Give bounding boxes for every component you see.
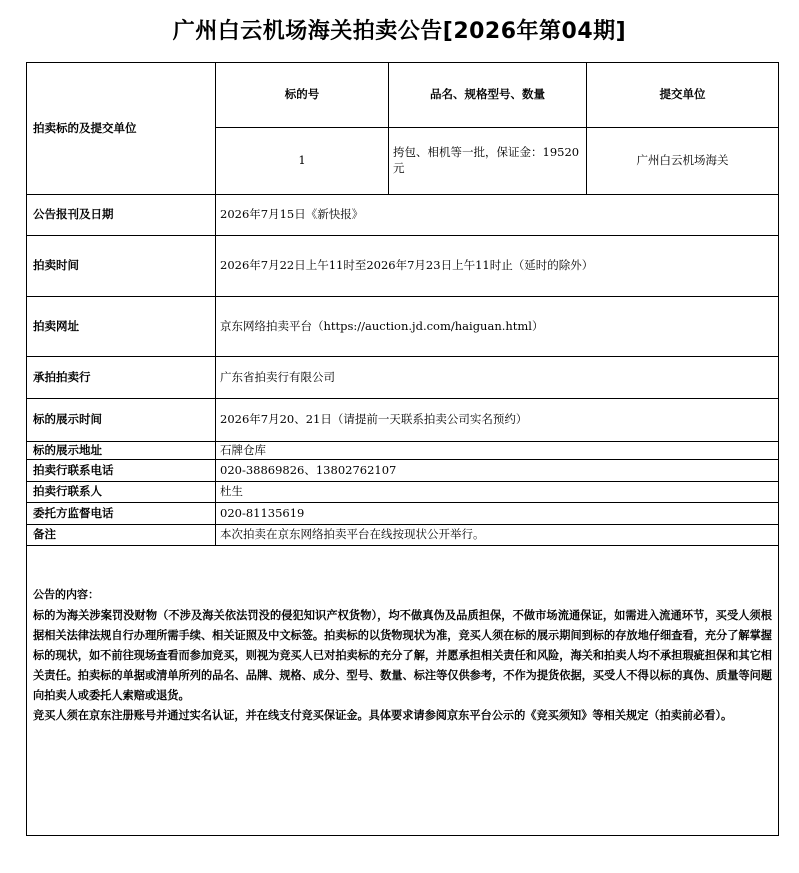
label-display-time: 标的展示时间 [27, 399, 216, 442]
header-submitting-unit: 提交单位 [587, 63, 779, 128]
lot-number: 1 [216, 128, 389, 195]
label-auction-house: 承拍拍卖行 [27, 357, 216, 399]
label-auction-url: 拍卖网址 [27, 297, 216, 357]
label-announcement-date: 公告报刊及日期 [27, 195, 216, 236]
row-auction-house [27, 357, 779, 399]
label-auction-time: 拍卖时间 [27, 236, 216, 297]
row-house-contact [27, 482, 779, 503]
notice-content [27, 546, 779, 836]
label-remarks: 备注 [27, 525, 216, 546]
value-supervision-phone: 020-81135619 [216, 503, 779, 525]
auction-table [26, 62, 779, 836]
row-display-time [27, 399, 779, 442]
value-display-time: 2026年7月20、21日（请提前一天联系拍卖公司实名预约） [216, 399, 779, 442]
header-lot-number: 标的号 [216, 63, 389, 128]
value-house-phone: 020-38869826、13802762107 [216, 460, 779, 482]
notice-heading: 公告的内容： [33, 588, 99, 601]
page-title: 广州白云机场海关拍卖公告[2026年第04期] [172, 19, 627, 44]
row-house-phone [27, 460, 779, 482]
lot-header-row [27, 63, 779, 128]
row-auction-time [27, 236, 779, 297]
lot-description: 挎包、相机等一批，保证金：19520元 [389, 128, 587, 195]
notice-paragraph: 竞买人须在京东注册账号并通过实名认证，并在线支付竞买保证金。具体要求请参阅京东平台公示的《竞买须知》等相关规定（拍卖前必看）。 [33, 707, 733, 722]
value-remarks: 本次拍卖在京东网络拍卖平台在线按现状公开举行。 [216, 525, 779, 546]
label-display-address: 标的展示地址 [27, 442, 216, 460]
row-remarks [27, 525, 779, 546]
submitting-unit: 广州白云机场海关 [587, 128, 779, 195]
row-auction-url [27, 297, 779, 357]
value-auction-url[interactable]: 京东网络拍卖平台（https://auction.jd.com/haiguan.html） [216, 297, 779, 357]
row-announcement-date [27, 195, 779, 236]
value-auction-house: 广东省拍卖行有限公司 [216, 357, 779, 399]
value-house-contact: 杜生 [216, 482, 779, 503]
row-supervision-phone [27, 503, 779, 525]
label-supervision-phone: 委托方监督电话 [27, 503, 216, 525]
notice-paragraph: 标的为海关涉案罚没财物（不涉及海关依法罚没的侵犯知识产权货物），均不做真伪及品质担保，不做市场流通保证，如需进入流通环节，买受人须根据相关法律法规自行办理所需手续、相关证照及中文标签。拍卖标的以货物现状为准，竞买人须在标的展示期间到标的存放地仔细查看，充分了解掌握标的现状，如不前往现场查看而参加竞买，则视为竞买人已对拍卖标的充分了解，并愿承担相关责任和风险，海关和拍卖人均不承担瑕疵担保和其它相关责任。拍卖标的单据或清单所列的品名、品牌、规格、成分、型号、数量、标注等仅供参考，不作为提货依据，买受人不得以标的真伪、质量等问题向拍卖人或委托人索赔或退货。 [33, 607, 772, 702]
label-house-phone: 拍卖行联系电话 [27, 460, 216, 482]
notice-row [27, 546, 779, 836]
value-display-address: 石牌仓库 [216, 442, 779, 460]
header-description: 品名、规格型号、数量 [389, 63, 587, 128]
value-announcement-date: 2026年7月15日《新快报》 [216, 195, 779, 236]
value-auction-time: 2026年7月22日上午11时至2026年7月23日上午11时止（延时的除外） [216, 236, 779, 297]
row-display-address [27, 442, 779, 460]
label-house-contact: 拍卖行联系人 [27, 482, 216, 503]
lot-section-label: 拍卖标的及提交单位 [27, 63, 216, 195]
